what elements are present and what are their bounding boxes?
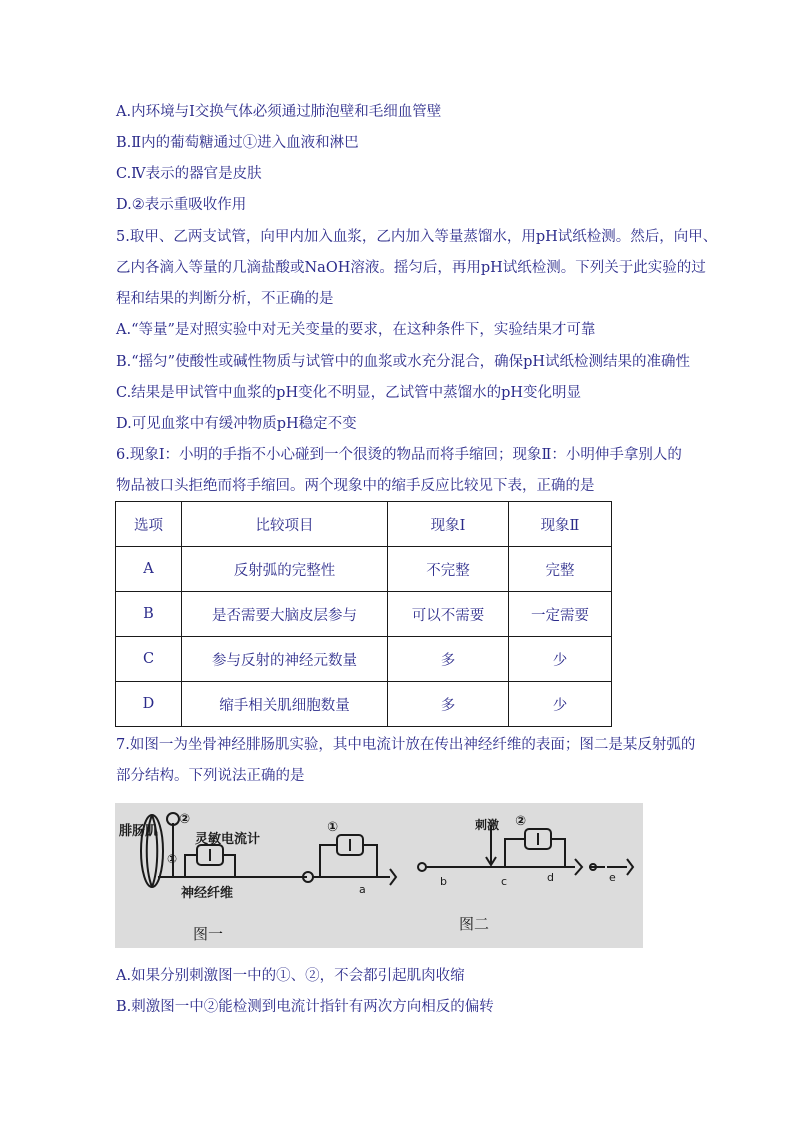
q7-option-a: A.如果分别刺激图一中的①、②，不会都引起肌肉收缩 (116, 968, 465, 984)
q5-option-d: D.可见血浆中有缓冲物质pH稳定不变 (116, 416, 357, 432)
table-cell: 反射弧的完整性 (182, 547, 388, 592)
table-cell: 多 (388, 682, 509, 727)
table-cell: B (116, 592, 182, 637)
table-cell: 缩手相关肌细胞数量 (182, 682, 388, 727)
point-a-label: a (359, 883, 366, 896)
table-header-row (116, 502, 612, 547)
point-e-label: e (609, 871, 616, 884)
muscle-label (119, 823, 158, 839)
table-row (116, 592, 612, 637)
table-cell: 不完整 (388, 547, 509, 592)
table-cell: 一定需要 (509, 592, 612, 637)
point-d-label: d (547, 871, 554, 884)
fiber-label: 神经纤维 (181, 886, 234, 901)
circle-1-label-fig1: ① (167, 852, 178, 866)
table-row (116, 682, 612, 727)
point-b-label: b (440, 875, 447, 888)
q5-stem-line-1: 5.取甲、乙两支试管，向甲内加入血浆，乙内加入等量蒸馏水，用pH试纸检测。然后，向甲、 (116, 229, 718, 245)
galvanometer-label: 灵敏电流计 (195, 832, 261, 847)
figure-2-caption: 图二 (459, 915, 490, 933)
comparison-table (115, 501, 612, 727)
point-c-label: c (501, 875, 508, 888)
table-cell: D (116, 682, 182, 727)
table-header-cell: 现象Ⅱ (509, 502, 612, 547)
table-header-cell: 现象Ⅰ (388, 502, 509, 547)
q7-option-b: B.刺激图一中②能检测到电流计指针有两次方向相反的偏转 (116, 999, 494, 1015)
q5-stem-line-3: 程和结果的判断分析，不正确的是 (116, 291, 334, 307)
q6-stem-line-1: 6.现象Ⅰ：小明的手指不小心碰到一个很烫的物品而将手缩回；现象Ⅱ：小明伸手拿别人的 (116, 447, 682, 463)
circle-2-label: ② (179, 812, 191, 827)
q4-option-b: B.Ⅱ内的葡萄糖通过①进入血液和淋巴 (116, 135, 359, 151)
q4-option-a: A.内环境与Ⅰ交换气体必须通过肺泡壁和毛细血管壁 (116, 104, 442, 120)
q4-option-d: D.②表示重吸收作用 (116, 197, 247, 213)
q6-stem-line-2: 物品被口头拒绝而将手缩回。两个现象中的缩手反应比较见下表，正确的是 (116, 478, 595, 494)
table-cell: 多 (388, 637, 509, 682)
figure-1-caption: 图一 (193, 925, 224, 943)
q7-stem-line-2: 部分结构。下列说法正确的是 (116, 768, 305, 784)
table-cell: 少 (509, 682, 612, 727)
table-cell: C (116, 637, 182, 682)
circle-1-label-right: ① (327, 820, 339, 835)
q5-option-a: A.“等量”是对照实验中对无关变量的要求，在这种条件下，实验结果才可靠 (116, 322, 596, 338)
table-header-cell: 比较项目 (182, 502, 388, 547)
table-cell: A (116, 547, 182, 592)
table-header-cell: 选项 (116, 502, 182, 547)
table-cell: 参与反射的神经元数量 (182, 637, 388, 682)
table-cell: 是否需要大脑皮层参与 (182, 592, 388, 637)
q4-option-c: C.Ⅳ表示的器官是皮肤 (116, 166, 262, 182)
nerve-muscle-figure (115, 803, 643, 948)
q5-option-b: B.“摇匀”使酸性或碱性物质与试管中的血浆或水充分混合，确保pH试纸检测结果的准确性 (116, 354, 691, 370)
q5-option-c: C.结果是甲试管中血浆的pH变化不明显，乙试管中蒸馏水的pH变化明显 (116, 385, 582, 401)
table-row (116, 637, 612, 682)
table-cell: 可以不需要 (388, 592, 509, 637)
muscle-label-text: 腓肠肌 (119, 824, 159, 839)
q7-stem-line-1: 7.如图一为坐骨神经腓肠肌实验，其中电流计放在传出神经纤维的表面；图二是某反射弧的 (116, 737, 696, 753)
stimulus-label: 刺激 (475, 818, 500, 832)
circle-2-label-fig2: ② (515, 814, 527, 829)
table-cell: 完整 (509, 547, 612, 592)
table-row (116, 547, 612, 592)
q5-stem-line-2: 乙内各滴入等量的几滴盐酸或NaOH溶液。摇匀后，再用pH试纸检测。下列关于此实验的过 (116, 260, 706, 276)
table-cell: 少 (509, 637, 612, 682)
